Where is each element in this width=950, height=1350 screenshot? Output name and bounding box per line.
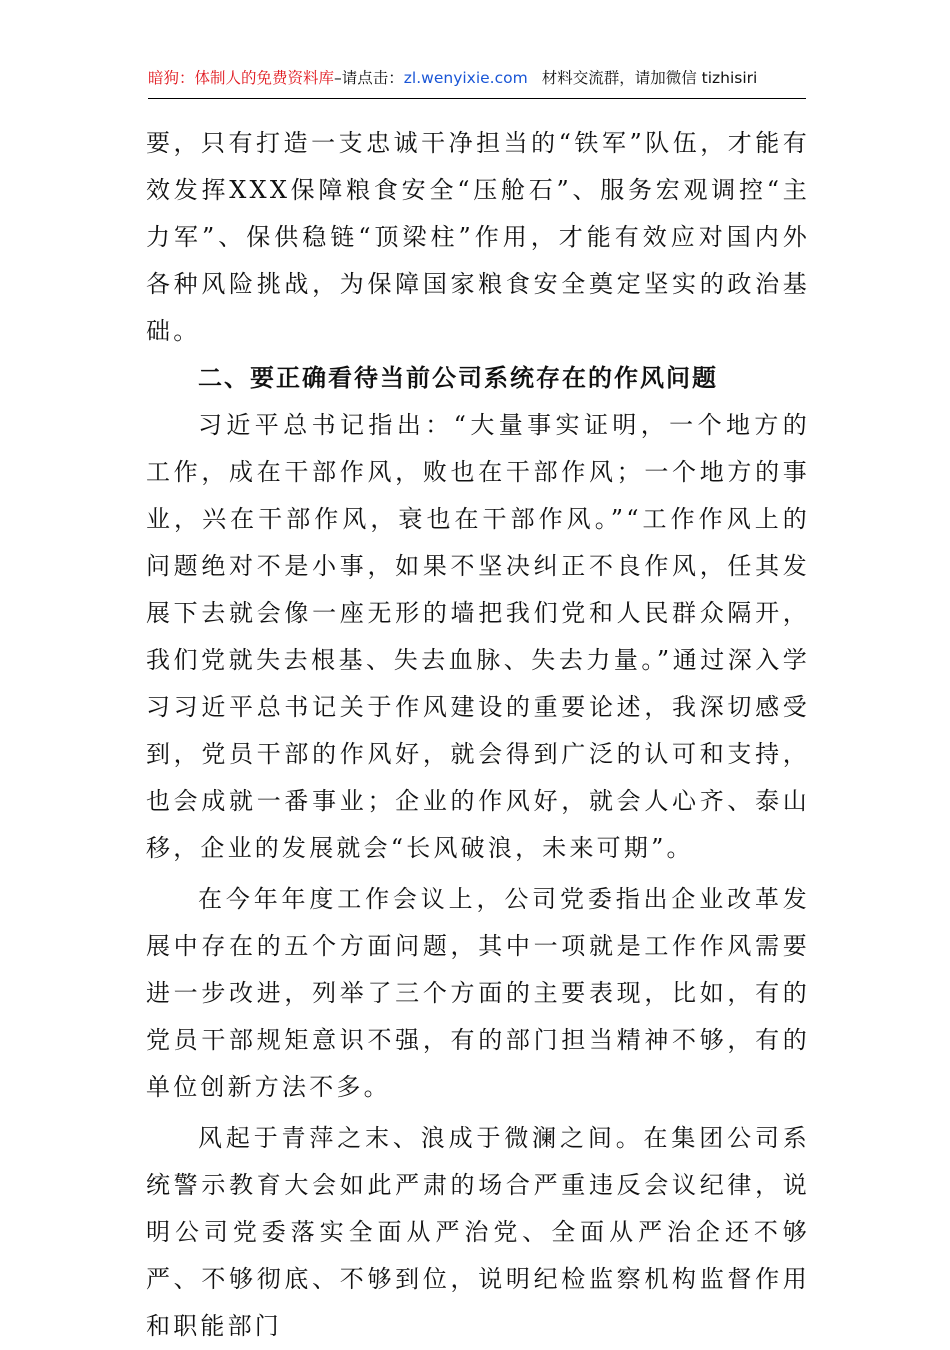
section-heading: 二、要正确看待当前公司系统存在的作风问题 [198, 364, 718, 392]
paragraph-quote: 习近平总书记指出：“大量事实证明，一个地方的工作，成在干部作风，败也在干部作风；一个地方的事业，兴在干部作风，衰也在干部作风。”“工作作风上的问题绝对不是小事，如果不坚决纠正不良作风，任其发展下去就会像一座无形的墙把我们党和人民群众隔开，我们党就失去根基、失去血脉、失去力量。”通过深入学习习近平总书记关于作风建设的重要论述，我深切感受到，党员干部的作风好，就会得到广泛的认可和支持，也会成就一番事业；企业的作风好，就会人心齐、泰山移，企业的发展就会“长风破浪，未来可期”。 [146, 411, 810, 862]
header-url-link[interactable]: zl.wenyixie.com [403, 69, 528, 87]
header-contact: 材料交流群，请加微信 tizhisiri [541, 69, 758, 87]
page-header [148, 64, 806, 99]
paragraph-warning: 风起于青萍之末、浪成于微澜之间。在集团公司系统警示教育大会如此严肃的场合严重违反会议纪律，说明公司党委落实全面从严治党、全面从严治企还不够严、不够彻底、不够到位，说明纪检监察机构监督作用和职能部门 [146, 1124, 810, 1340]
header-prompt: –请点击： [334, 69, 404, 87]
document-body [146, 120, 810, 1350]
paragraph-continued: 要，只有打造一支忠诚干净担当的“铁军”队伍，才能有效发挥XXX保障粮食安全“压舱石”、服务宏观调控“主力军”、保供稳链“顶梁柱”作用，才能有效应对国内外各种风险挑战，为保障国家粮食安全奠定坚实的政治基础。 [146, 129, 810, 345]
paragraph-meeting: 在今年年度工作会议上，公司党委指出企业改革发展中存在的五个方面问题，其中一项就是工作作风需要进一步改进，列举了三个方面的主要表现，比如，有的党员干部规矩意识不强，有的部门担当精神不够，有的单位创新方法不多。 [146, 885, 810, 1101]
header-brand: 暗狗：体制人的免费资料库 [148, 69, 335, 87]
